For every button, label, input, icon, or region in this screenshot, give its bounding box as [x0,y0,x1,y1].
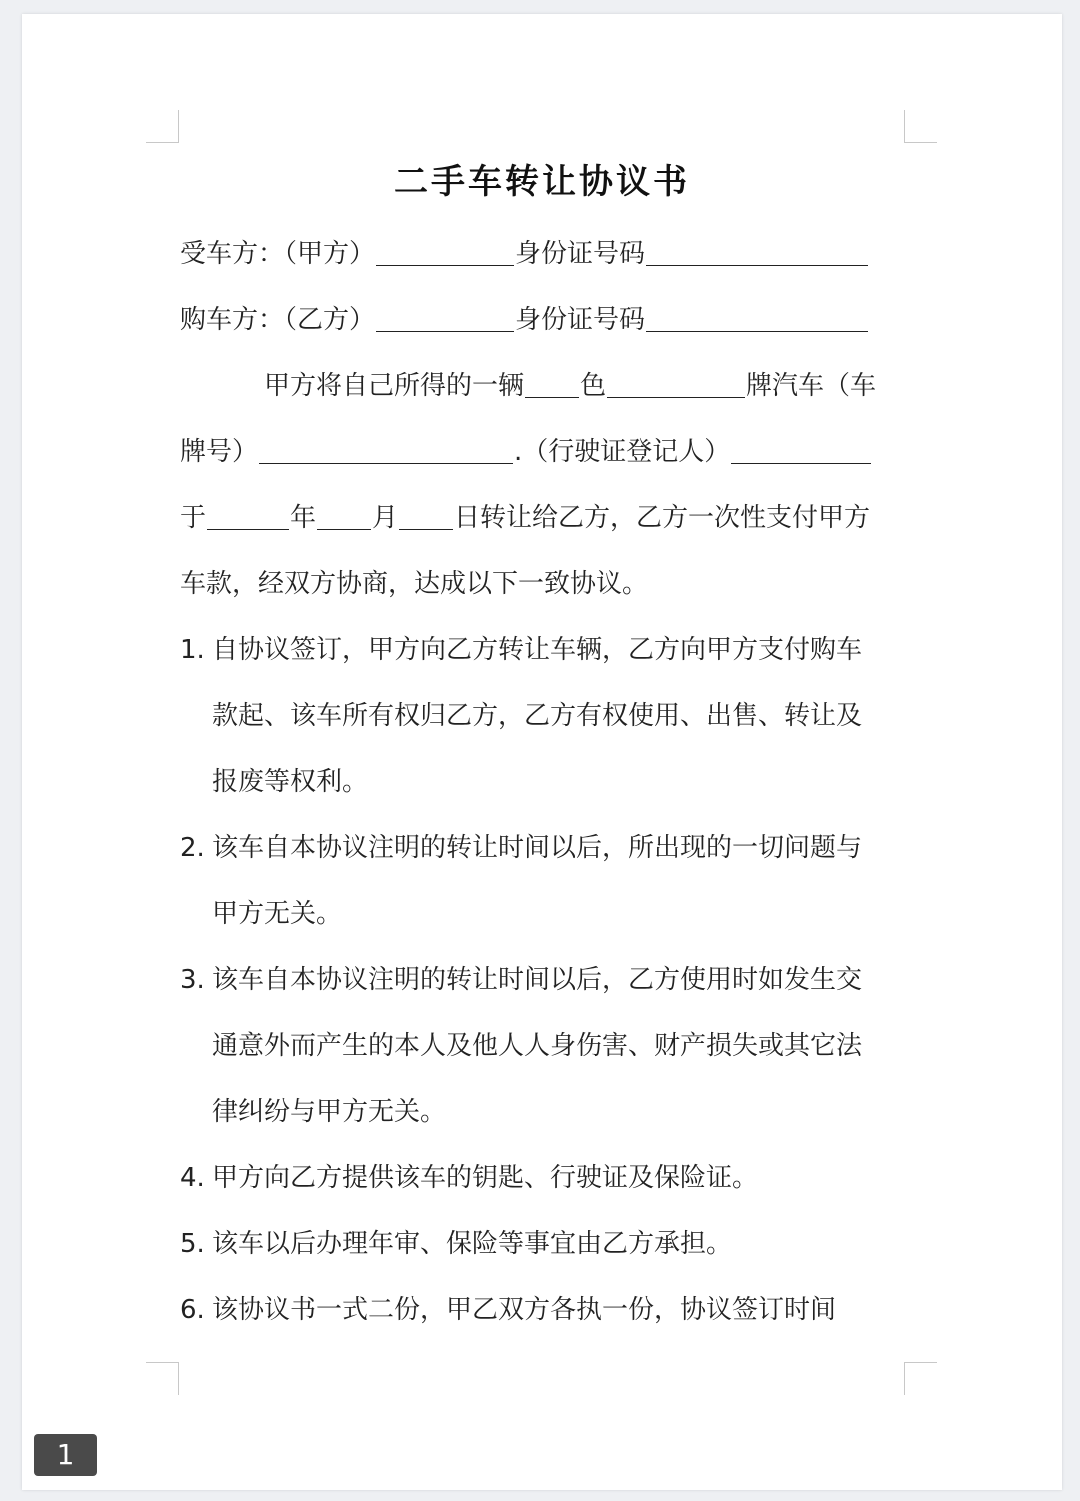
clause-1-line-3: 报废等权利。 [212,767,369,797]
brand-blank [607,367,745,398]
clause-text: 该车以后办理年审、保险等事宜由乙方承担。 [212,1229,733,1259]
clause-6-line-1 [180,1277,906,1343]
brand-label: 牌汽车（车 [746,371,877,401]
clause-1-line-1 [180,617,906,683]
clause-number: 4. [180,1163,205,1193]
intro-line-1 [180,353,906,419]
clause-5-line-1 [180,1211,906,1277]
clause-3-line-3: 律纠纷与甲方无关。 [212,1097,447,1127]
clause-number: 3. [180,965,205,995]
license-holder-blank [731,433,871,464]
clause-number: 1. [180,635,205,665]
month-blank [317,499,371,530]
buyer-name-blank [376,235,514,266]
month-label: 月 [372,503,399,533]
license-holder-label: .（行驶证登记人） [514,437,731,467]
year-label: 年 [290,503,317,533]
date-prefix: 于 [180,503,207,533]
intro-line-4: 车款，经双方协商，达成以下一致协议。 [180,569,649,599]
clause-4-line-1 [180,1145,906,1211]
intro-text: 甲方将自己所得的一辆 [264,371,525,401]
clause-2-line-1 [180,815,906,881]
margin-mark-top-right [904,110,937,143]
clause-2-line-2: 甲方无关。 [212,899,343,929]
seller-line [180,287,906,353]
clause-text: 自协议签订，甲方向乙方转让车辆，乙方向甲方支付购车 [212,635,863,665]
seller-name-blank [376,301,514,332]
plate-label: 牌号） [180,437,259,467]
page-number-badge[interactable]: 1 [34,1434,97,1476]
color-blank [525,367,579,398]
clause-3-line-2: 通意外而产生的本人及他人人身伤害、财产损失或其它法 [212,1031,863,1061]
day-blank [399,499,453,530]
clause-1-line-2: 款起、该车所有权归乙方，乙方有权使用、出售、转让及 [212,701,863,731]
clause-text: 该协议书一式二份，甲乙双方各执一份，协议签订时间 [212,1295,837,1325]
plate-blank [259,433,513,464]
clause-3-line-1 [180,947,906,1013]
intro-line-2 [180,419,906,485]
document-title: 二手车转让协议书 [394,162,690,202]
clause-text: 甲方向乙方提供该车的钥匙、行驶证及保险证。 [212,1163,759,1193]
buyer-id-blank [646,235,868,266]
clause-text: 该车自本协议注明的转让时间以后，所出现的一切问题与 [212,833,863,863]
margin-mark-bottom-right [904,1362,937,1395]
intro-line-3 [180,485,906,551]
buyer-id-label: 身份证号码 [515,239,646,269]
seller-label: 购车方：（乙方） [180,305,376,335]
clause-number: 2. [180,833,205,863]
year-blank [207,499,289,530]
clause-text: 该车自本协议注明的转让时间以后，乙方使用时如发生交 [212,965,863,995]
margin-mark-bottom-left [146,1362,179,1395]
transfer-text: 日转让给乙方，乙方一次性支付甲方 [454,503,871,533]
clause-number: 5. [180,1229,205,1259]
buyer-label: 受车方：（甲方） [180,239,376,269]
document-body [180,221,906,1343]
buyer-line [180,221,906,287]
document-page [22,14,1062,1490]
clause-number: 6. [180,1295,205,1325]
margin-mark-top-left [146,110,179,143]
seller-id-blank [646,301,868,332]
seller-id-label: 身份证号码 [515,305,646,335]
color-label: 色 [580,371,607,401]
